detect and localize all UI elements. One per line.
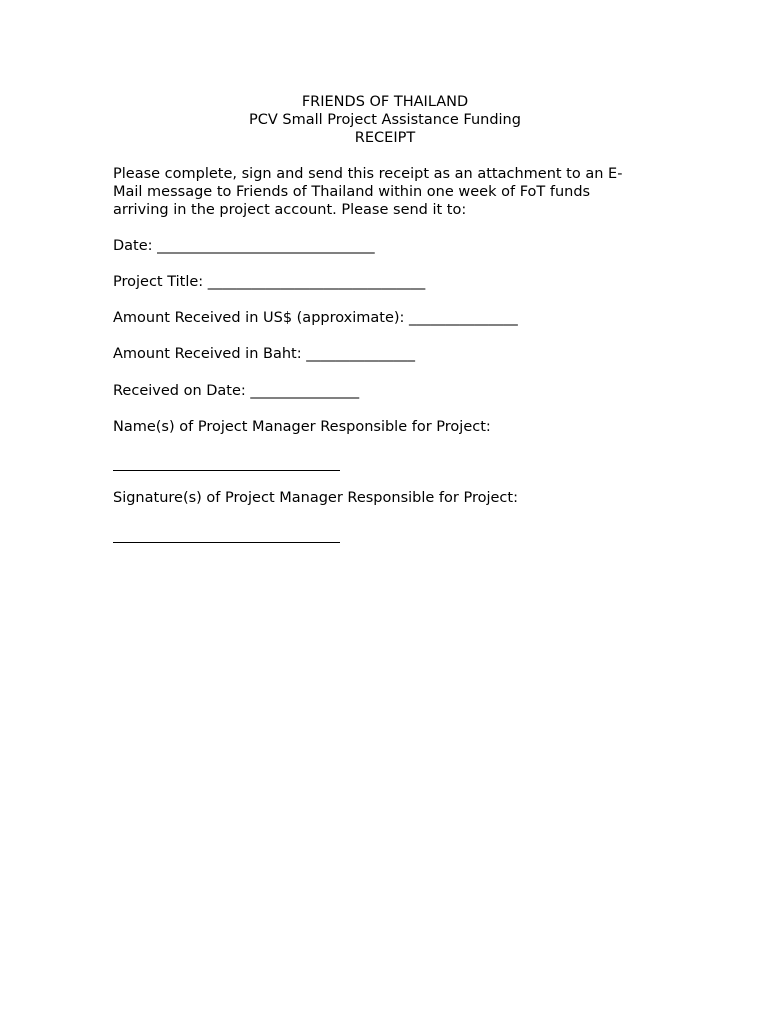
date-field[interactable]: Date: ______________________________ — [113, 238, 375, 254]
instructions-paragraph: Please complete, sign and send this receipt as an attachment to an E- Mail message to Friends of Thailand within one week of FoT funds arriving in the project account. Please send it to: — [113, 166, 623, 218]
document-header — [0, 93, 770, 147]
manager-names-label: Name(s) of Project Manager Responsible for Project: — [113, 419, 491, 435]
manager-signatures-label: Signature(s) of Project Manager Responsible for Project: — [113, 490, 518, 506]
amount-baht-field[interactable]: Amount Received in Baht: _______________ — [113, 346, 415, 362]
manager-signatures-blank[interactable] — [113, 542, 340, 543]
org-name: FRIENDS OF THAILAND — [301, 94, 469, 110]
program-name: PCV Small Project Assistance Funding — [249, 112, 521, 128]
amount-usd-field[interactable]: Amount Received in US$ (approximate): _______________ — [113, 310, 518, 326]
document-type: RECEIPT — [354, 130, 416, 146]
manager-names-blank[interactable] — [113, 470, 340, 471]
project-title-field[interactable]: Project Title: ______________________________ — [113, 274, 426, 290]
received-on-date-field[interactable]: Received on Date: _______________ — [113, 383, 360, 399]
